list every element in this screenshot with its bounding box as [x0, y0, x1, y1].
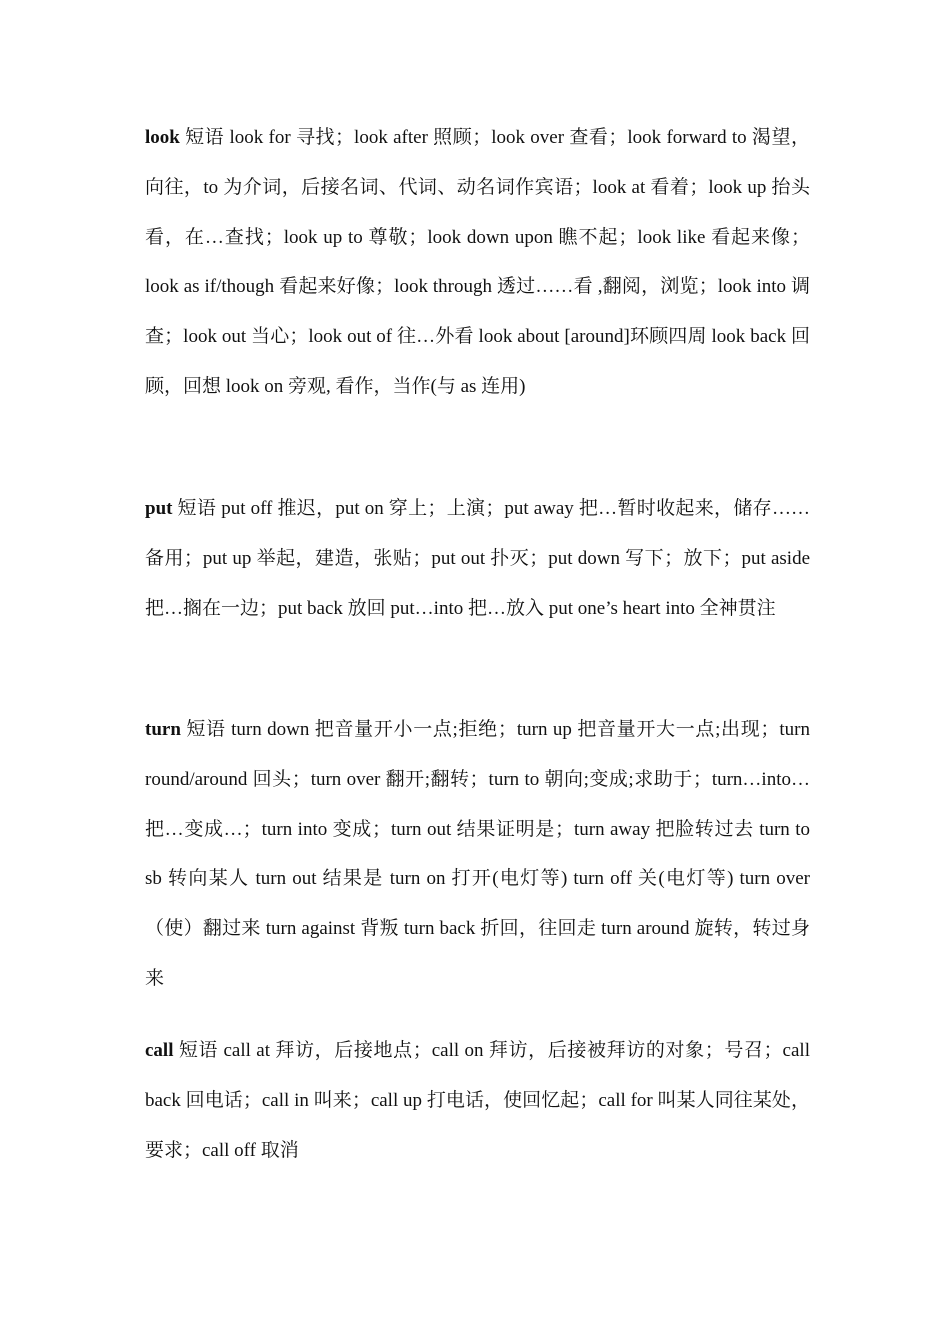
keyword-look: look	[145, 127, 180, 148]
paragraph-text: 短语 turn down 把音量开小一点;拒绝；turn up 把音量开大一点;出现；turn round/around 回头；turn over 翻开;翻转；turn to 朝向;变成;求助于；turn…into…把…变成…；turn into 变成；turn out 结果证明是；turn away 把脸转过去 turn to sb 转向某人 turn out 结果是 turn on 打开(电灯等) turn off 关(电灯等) turn over （使）翻过来 turn against 背叛 turn back 折回，往回走 turn around 旋转，转过身来	[145, 719, 810, 989]
paragraph-text: 短语 call at 拜访，后接地点；call on 拜访，后接被拜访的对象；号召；call back 回电话；call in 叫来；call up 打电话，使回忆起；call for 叫某人同往某处，要求；call off 取消	[145, 1040, 810, 1161]
paragraph-turn-phrases	[145, 705, 810, 1004]
paragraph-put-phrases	[145, 484, 810, 633]
paragraph-call-phrases	[145, 1026, 810, 1175]
paragraph-text: 短语 look for 寻找；look after 照顾；look over 查看；look forward to 渴望，向往，to 为介词，后接名词、代词、动名词作宾语；look at 看着；look up 抬头看，在…查找；look up to 尊敬；look down upon 瞧不起；look like 看起来像；look as if/though 看起来好像；look through 透过……看 ,翻阅，浏览；look into 调查；look out 当心；look out of 往…外看 look about [around]环顾四周 look back 回顾，回想 look on 旁观, 看作，当作(与 as 连用)	[145, 127, 810, 397]
keyword-put: put	[145, 498, 173, 519]
paragraph-text: 短语 put off 推迟，put on 穿上；上演；put away 把…暂时收起来，储存……备用；put up 举起，建造，张贴；put out 扑灭；put down 写下；放下；put aside 把…搁在一边；put back 放回 put…into 把…放入 put one’s heart into 全神贯注	[145, 498, 810, 619]
paragraph-look-phrases	[145, 113, 810, 412]
keyword-turn: turn	[145, 719, 181, 740]
keyword-call: call	[145, 1040, 174, 1061]
